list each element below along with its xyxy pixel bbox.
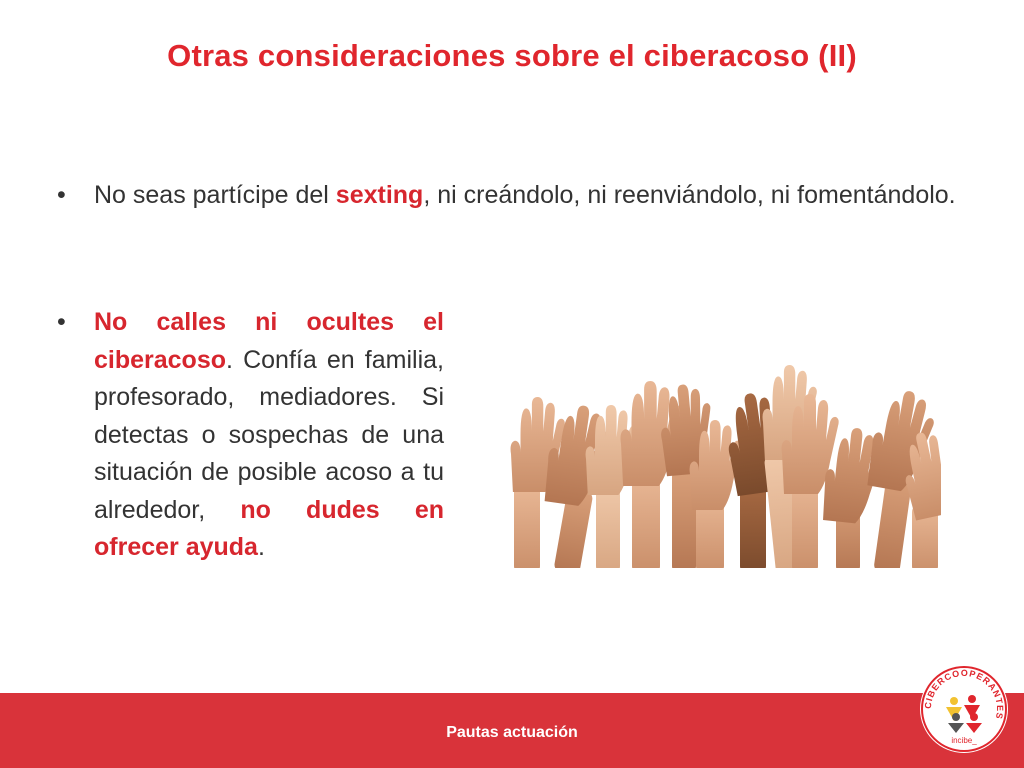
- bullet-marker: •: [57, 181, 66, 209]
- footer-label: Pautas actuación: [446, 724, 578, 741]
- cibercooperantes-logo: [918, 663, 1010, 755]
- bullet-text: No seas partícipe del: [94, 181, 336, 209]
- bullet-sexting: [57, 177, 980, 215]
- raised-hands-illustration: [500, 304, 941, 568]
- bullet-no-calles: [57, 304, 445, 567]
- bullet-text: , ni creándolo, ni reenviándolo, ni fomentándolo.: [423, 181, 956, 209]
- cibercooperantes-logo-icon: [918, 663, 1010, 755]
- bullet-marker: •: [57, 308, 66, 336]
- bullet-highlight: sexting: [335, 181, 424, 209]
- raised-hands-photo: [500, 304, 941, 568]
- bullet-highlight: No calles ni ocultes el ciberacoso: [94, 308, 444, 374]
- bullet-text: . Confía en familia, profesorado, mediadores. Si detectas o sospechas de una situación de posible acoso a tu alrededor,: [94, 345, 444, 524]
- bullet-highlight: no dudes en ofrecer ayuda: [94, 495, 445, 561]
- bullet-text: .: [257, 533, 265, 561]
- slide-title: Otras consideraciones sobre el ciberacoso (II): [167, 38, 857, 73]
- svg-text:CIBERCOOPERANTES: CIBERCOOPERANTES: [922, 667, 1006, 721]
- svg-text:incibe_: incibe_: [951, 736, 977, 745]
